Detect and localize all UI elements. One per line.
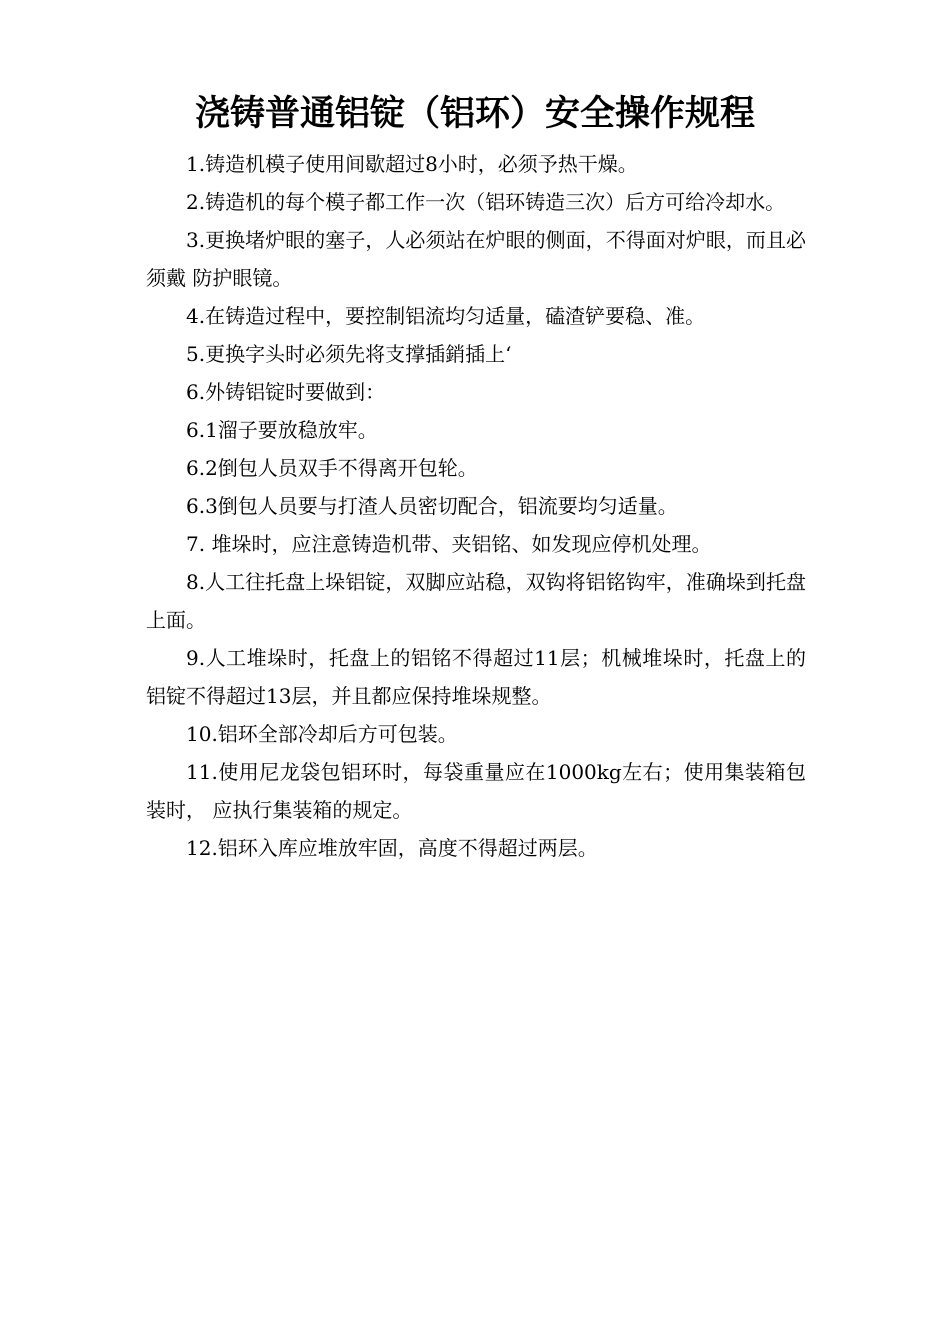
paragraph-8: 8.人工往托盘上垛铝锭，双脚应站稳，双钩将铝铭钩牢，准确垛到托盘上面。 — [146, 570, 806, 632]
paragraph-1: 1.铸造机模子使用间歇超过8小时，必须予热干燥。 — [186, 152, 638, 176]
paragraph-4: 4.在铸造过程中，要控制铝流均匀适量，磕渣铲要稳、准。 — [186, 304, 706, 328]
paragraph-11: 11.使用尼龙袋包铝环时，每袋重量应在1000kg左右；使用集装箱包装时， 应执行集装箱的规定。 — [146, 760, 806, 822]
paragraph-6-1: 6.1溜子要放稳放牢。 — [186, 418, 378, 442]
paragraph-6: 6.外铸铝锭时要做到： — [186, 380, 386, 404]
page-title: 浇铸普通铝锭（铝环）安全操作规程 — [194, 94, 755, 134]
paragraph-10: 10.铝环全部冷却后方可包装。 — [186, 722, 458, 746]
paragraph-3: 3.更换堵炉眼的塞子，人必须站在炉眼的侧面，不得面对炉眼，而且必须戴 防护眼镜。 — [146, 228, 806, 290]
paragraph-5: 5.更换字头时必须先将支撑插銷插上‘ — [186, 342, 512, 366]
paragraph-7: 7. 堆垛时，应注意铸造机带、夹铝铭、如发现应停机处理。 — [186, 532, 712, 556]
paragraph-2: 2.铸造机的每个模子都工作一次（铝环铸造三次）后方可给冷却水。 — [186, 190, 786, 214]
paragraph-12: 12.铝环入库应堆放牢固，高度不得超过两层。 — [186, 836, 598, 860]
paragraph-9: 9.人工堆垛时，托盘上的铝铭不得超过11层；机械堆垛时，托盘上的铝锭不得超过13层，并且都应保持堆垛规整。 — [146, 646, 806, 708]
paragraph-6-2: 6.2倒包人员双手不得离开包轮。 — [186, 456, 478, 480]
document-body — [146, 145, 806, 867]
paragraph-6-3: 6.3倒包人员要与打渣人员密切配合，铝流要均匀适量。 — [186, 494, 678, 518]
